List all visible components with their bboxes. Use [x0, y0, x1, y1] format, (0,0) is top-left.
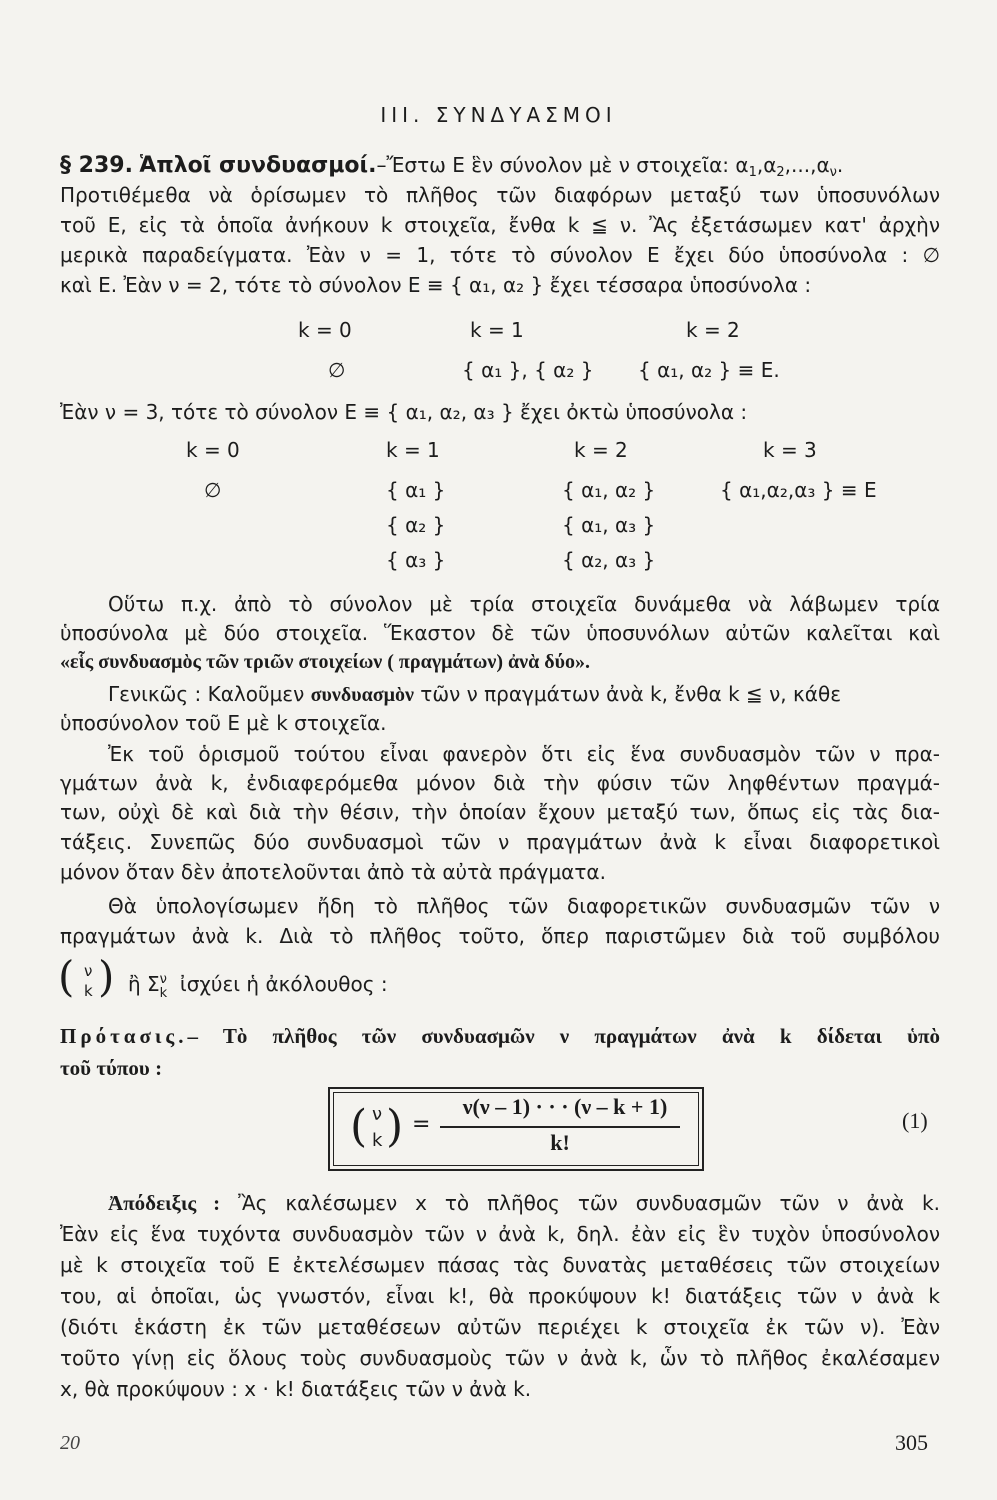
section-line: τοῦ Ε, εἰς τὰ ὁποῖα ἀνήκουν k στοιχεῖα, ἔνθα k ≦ ν. Ἂς ἐξετάσωμεν κατ' ἀρχὴν	[60, 213, 940, 237]
v2-cell: { α₁, α₂ } ≡ Ε.	[638, 358, 780, 382]
proof-line: (διότι ἑκάστη ἐκ τῶν μεταθέσεων αὐτῶν περιέχει k στοιχεῖα ἐκ τῶν ν). Ἐὰν	[60, 1315, 940, 1339]
v2-header: k = 2	[686, 318, 740, 342]
section-opening-tail: ,...,α	[784, 153, 830, 177]
v3-cell: { α₁ }	[386, 478, 446, 502]
v2-cell: ∅	[328, 358, 346, 382]
para5-line: πραγμάτων ἀνὰ k. Διὰ τὸ πλῆθος τοῦτο, ὅπερ παριστῶμεν διὰ τοῦ συμβόλου	[60, 924, 940, 948]
symbol-line: ἢ Σ ν $_k$ ἰσχύει ἡ ἀκόλουθος :	[128, 972, 388, 1001]
binomial-paren-left: (	[58, 952, 75, 1001]
section-opening-line: § 239. Ἁπλοῖ συνδυασμοί.–Ἔστω Ε ἓν σύνολον μὲ ν στοιχεῖα: $\alpha_1,\alpha_2,...,\alpha_\nu$.	[60, 153, 844, 180]
section-opening: –Ἔστω Ε ἓν σύνολον μὲ ν στοιχεῖα: α	[376, 153, 749, 177]
formula-binom-top: ν	[372, 1104, 383, 1125]
para3-text: Γενικῶς : Καλοῦμεν	[108, 682, 311, 706]
v3-intro: Ἐὰν ν = 3, τότε τὸ σύνολον Ε ≡ { α₁, α₂, α₃ } ἔχει ὀκτὼ ὑποσύνολα :	[60, 400, 748, 424]
symbol-sigma: ἢ Σ	[128, 972, 160, 996]
section-number: § 239.	[60, 153, 133, 178]
section-title: Ἁπλοῖ συνδυασμοί.	[139, 153, 377, 178]
v3-cell: { α₂ }	[386, 513, 446, 537]
signature-mark: 20	[60, 1432, 80, 1454]
para2-line: Οὕτω π.χ. ἀπὸ τὸ σύνολον μὲ τρία στοιχεῖα δυνάμεθα νὰ λάβωμεν τρία	[108, 592, 940, 616]
proof-line: του, αἱ ὁποῖαι, ὡς γνωστόν, εἶναι k!, θὰ προκύψουν k! διατάξεις τῶν ν ἀνὰ k	[60, 1284, 940, 1308]
v3-cell: { α₁,α₂,α₃ } ≡ Ε	[720, 478, 877, 502]
proof-text: Ἂς καλέσωμεν x τὸ πλῆθος τῶν συνδυασμῶν τῶν ν ἀνὰ k.	[220, 1191, 940, 1215]
proposition-line2: τοῦ τύπου :	[60, 1056, 163, 1080]
para4-line: γμάτων ἀνὰ k, ἐνδιαφερόμεθα μόνον διὰ τὴν φύσιν τῶν ληφθέντων πραγμά-	[60, 771, 940, 795]
binomial-bottom: k	[84, 982, 93, 1000]
symbol-tail: ἰσχύει ἡ ἀκόλουθος :	[179, 972, 388, 996]
proof-label: Ἀπόδειξις :	[108, 1191, 221, 1215]
proof-line: x, θὰ προκύψουν : x · k! διατάξεις τῶν ν ἀνὰ k.	[60, 1377, 532, 1401]
v3-cell: ∅	[204, 478, 222, 502]
para2-line: «εἷς συνδυασμὸς τῶν τριῶν στοιχείων ( πραγμάτων) ἀνὰ δύο».	[60, 651, 591, 673]
v3-cell: { α₁, α₃ }	[562, 513, 656, 537]
proposition-label: Πρότασις.	[60, 1024, 188, 1048]
para3-line	[60, 680, 940, 709]
page-number: 305	[895, 1430, 928, 1455]
v3-header: k = 0	[186, 438, 240, 462]
formula-equals: =	[412, 1112, 431, 1137]
binomial-paren-right: )	[98, 952, 115, 1001]
v3-cell: { α₂, α₃ }	[562, 548, 656, 572]
v3-header: k = 1	[386, 438, 440, 462]
v3-header: k = 3	[763, 438, 817, 462]
binomial-top: ν	[84, 962, 93, 980]
para3-text: τῶν ν πραγμάτων ἀνὰ k, ἔνθα k ≦ ν, κάθε	[413, 682, 842, 706]
para4-line: Ἐκ τοῦ ὁρισμοῦ τούτου εἶναι φανερὸν ὅτι εἰς ἕνα συνδυασμὸν τῶν ν πρα-	[108, 742, 940, 766]
section-line: καὶ Ε. Ἐὰν ν = 2, τότε τὸ σύνολον Ε ≡ { α₁, α₂ } ἔχει τέσσαρα ὑποσύνολα :	[60, 273, 812, 297]
formula-paren-left: (	[350, 1101, 368, 1152]
formula-denominator: k!	[550, 1130, 570, 1155]
formula-fraction-bar	[440, 1126, 680, 1128]
v3-cell: { α₃ }	[386, 548, 446, 572]
para4-line: τάξεις. Συνεπῶς δύο συνδυασμοὶ τῶν ν πραγμάτων ἀνὰ k εἶναι διαφορετικοὶ	[60, 830, 940, 854]
v2-header: k = 1	[470, 318, 524, 342]
para5-line: Θὰ ὑπολογίσωμεν ἤδη τὸ πλῆθος τῶν διαφορετικῶν συνδυασμῶν τῶν ν	[108, 894, 940, 918]
v3-cell: { α₁, α₂ }	[562, 478, 656, 502]
chapter-heading: III. ΣΥΝΔΥΑΣΜΟΙ	[380, 103, 617, 127]
formula-binom-bottom: k	[372, 1130, 383, 1151]
proof-line: τοῦτο γίνῃ εἰς ὅλους τοὺς συνδυασμοὺς τῶν ν ἀνὰ k, ὧν τὸ πλῆθος ἐκαλέσαμεν	[60, 1346, 940, 1370]
proof-line	[60, 1189, 940, 1217]
para4-line: των, οὐχὶ δὲ καὶ διὰ τὴν θέσιν, τὴν ὁποίαν ἔχουν μεταξύ των, ὅπως εἰς τὰς δια-	[60, 800, 940, 824]
equation-number: (1)	[902, 1108, 928, 1133]
proposition-line	[60, 1022, 940, 1050]
para3-bold: συνδυασμὸν	[310, 684, 414, 706]
section-line: Προτιθέμεθα νὰ ὁρίσωμεν τὸ πλῆθος τῶν διαφόρων μεταξύ των ὑποσυνόλων	[60, 183, 940, 207]
v2-header: k = 0	[298, 318, 352, 342]
para2-line: ὑποσύνολα μὲ δύο στοιχεῖα. Ἕκαστον δὲ τῶν ὑποσυνόλων αὐτῶν καλεῖται καὶ	[60, 621, 940, 645]
para4-line: μόνον ὅταν δὲν ἀποτελοῦνται ἀπὸ τὰ αὐτὰ πράγματα.	[60, 860, 606, 884]
v2-cell: { α₁ }, { α₂ }	[462, 358, 594, 382]
formula-paren-right: )	[386, 1101, 404, 1152]
para3-line: ὑποσύνολον τοῦ Ε μὲ k στοιχεῖα.	[60, 711, 387, 735]
proof-line: Ἐὰν εἰς ἕνα τυχόντα συνδυασμὸν τῶν ν ἀνὰ k, δηλ. ἐὰν εἰς ἓν τυχὸν ὑποσύνολον	[60, 1222, 940, 1246]
proof-line: μὲ k στοιχεῖα τοῦ Ε ἐκτελέσωμεν πάσας τὰς δυνατὰς μεταθέσεις τῶν στοιχείων	[60, 1253, 940, 1277]
formula-numerator: ν(ν – 1) · · · (ν – k + 1)	[462, 1094, 668, 1119]
v3-header: k = 2	[574, 438, 628, 462]
proposition-text: – Τὸ πλῆθος τῶν συνδυασμῶν ν πραγμάτων ἀνὰ k δίδεται ὑπὸ	[187, 1024, 940, 1048]
section-line: μερικὰ παραδείγματα. Ἐὰν ν = 1, τότε τὸ σύνολον Ε ἔχει δύο ὑποσύνολα : ∅	[60, 243, 940, 267]
